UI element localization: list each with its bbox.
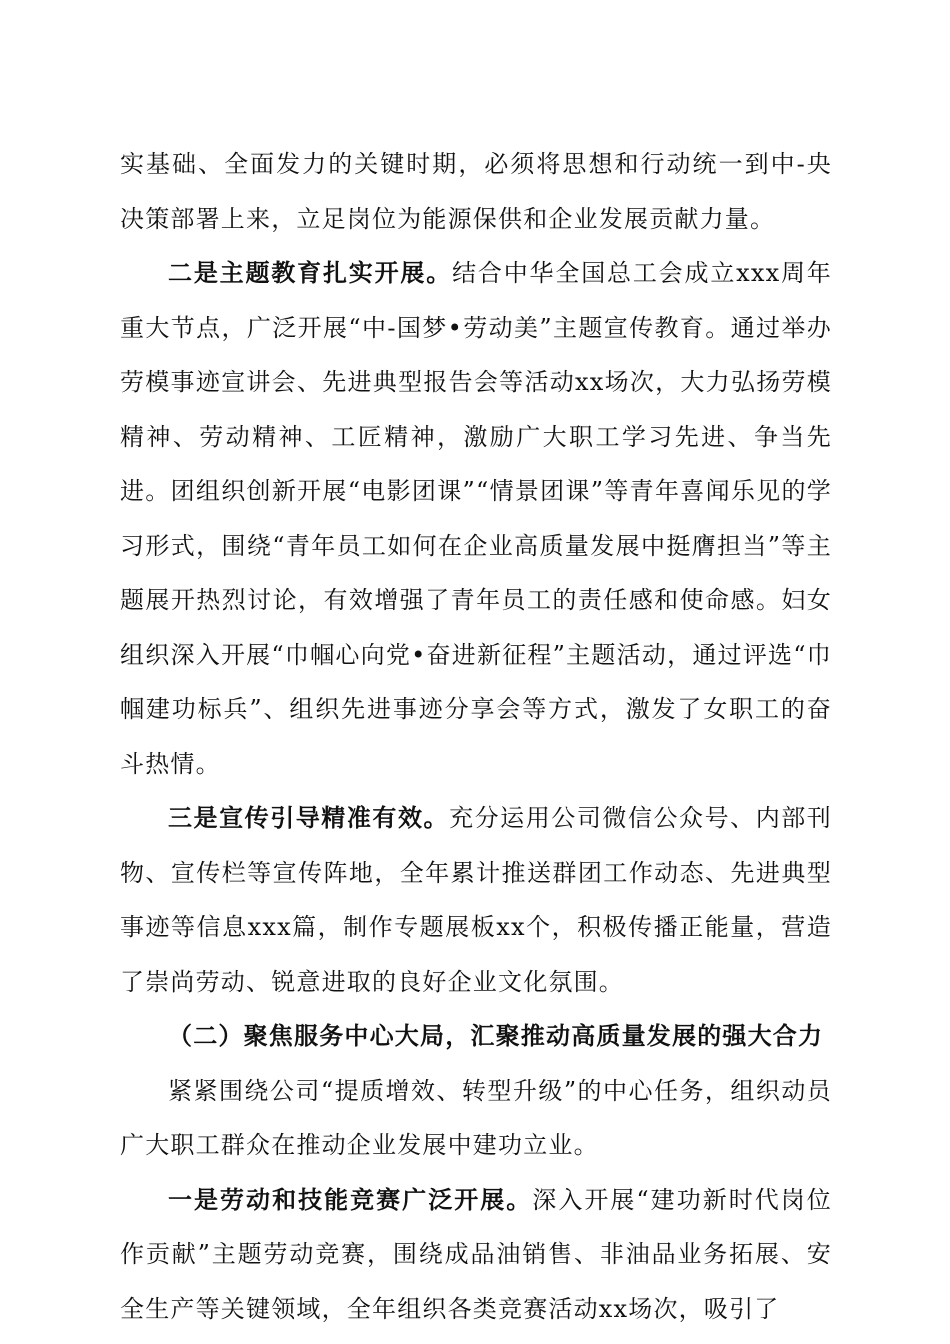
paragraph-publicity [120, 791, 832, 1009]
section-heading: （二）聚焦服务中心大局，汇聚推动高质量发展的强大合力 [168, 1021, 824, 1050]
paragraph-body: 实基础、全面发力的关键时期，必须将思想和行动统一到中-央决策部署上来，立足岗位为能源保供和企业发展贡献力量。 [120, 150, 832, 233]
document-body [120, 137, 832, 1336]
paragraph-lead: 一是劳动和技能竞赛广泛开展。 [168, 1184, 533, 1214]
paragraph-body: 深入开展“建功新时代岗位作贡献”主题劳动竞赛，围绕成品油销售、非油品业务拓展、安全生产等关键领域，全年组织各类竞赛活动xx场次，吸引了 [120, 1185, 832, 1323]
paragraph-continuation [120, 137, 832, 246]
paragraph-body: 充分运用公司微信公众号、内部刊物、宣传栏等宣传阵地，全年累计推送群团工作动态、先进典型事迹等信息xxx篇，制作专题展板xx个，积极传播正能量，营造了崇尚劳动、锐意进取的良好企业文化氛围。 [120, 804, 833, 996]
paragraph-lead: 二是主题教育扎实开展。 [168, 258, 453, 287]
paragraph-lead: 三是宣传引导精准有效。 [168, 803, 450, 832]
paragraph-section-intro [120, 1064, 832, 1173]
paragraph-labor-competition [120, 1173, 832, 1337]
paragraph-theme-education [120, 246, 832, 791]
paragraph-body: 结合中华全国总工会成立xxx周年重大节点，广泛开展“中-国梦•劳动美”主题宣传教育。通过举办劳模事迹宣讲会、先进典型报告会等活动xx场次，大力弘扬劳模精神、劳动精神、工匠精神，激励广大职工学习先进、争当先进。团组织创新开展“电影团课”“情景团课”等青年喜闻乐见的学习形式，围绕“青年员工如何在企业高质量发展中挺膺担当”等主题展开热烈讨论，有效增强了青年员工的责任感和使命感。妇女组织深入开展“巾帼心向党•奋进新征程”主题活动，通过评选“巾帼建功标兵”、组织先进事迹分享会等方式，激发了女职工的奋斗热情。 [120, 259, 832, 778]
paragraph-body: 紧紧围绕公司“提质增效、转型升级”的中心任务，组织动员广大职工群众在推动企业发展中建功立业。 [120, 1076, 832, 1159]
